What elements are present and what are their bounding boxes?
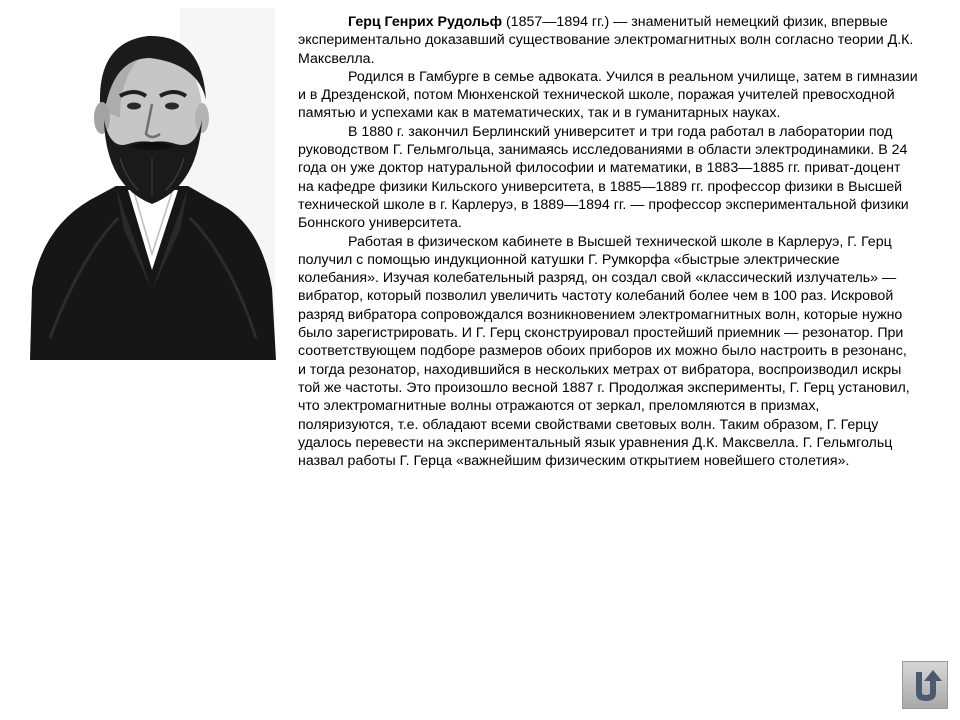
paragraph-experiments: Работая в физическом кабинете в Высшей технической школе в Карлеруэ, Г. Герц получил с помощью индукционной катушки Г. Румкорфа «быстрые электрические колебания». Изучая колебательный разряд, он создал свой «классический излучатель» — вибратор, который позволил увеличить частоту колебаний более чем в 100 раз. Искровой разряд вибратора сопровождался возникновением электромагнитных волн, которые нужно было зарегистрировать. И Г. Герц сконструировал простейший приемник — резонатор. При соответствующем подборе размеров обоих приборов их можно было настроить в резонанс, и тогда резонатор, находившийся в нескольких метрах от вибратора, воспроизводил искры той же частоты. Это произошло весной 1887 г. Продолжая эксперименты, Г. Герц установил, что электромагнитные волны отражаются от зеркал, преломляются в призмах, поляризуются, т.е. обладают всеми свойствами световых волн. Таким образом, Г. Герцу удалось перевести на экспериментальный язык уравнения Д.К. Максвелла. Г. Гельмгольц назвал работы Г. Герца «важнейшим физическим открытием новейшего столетия».	[298, 233, 910, 470]
return-arrow-icon	[903, 662, 949, 710]
return-button[interactable]	[902, 661, 948, 709]
paragraph-career: В 1880 г. закончил Берлинский университет и три года работал в лаборатории под руководством Г. Гельмгольца, занимаясь исследованиями в области электродинамики. В 24 года он уже доктор натуральной философии и математики, в 1883—1885 гг. приват-доцент на кафедре физики Кильского университета, в 1885—1889 гг. профессор физики в Высшей технической школе в г. Карлеруэ, в 1889—1894 гг. — профессор экспериментальной физики Боннского университета.	[298, 123, 909, 232]
person-name: Герц Генрих Рудольф	[348, 14, 503, 30]
portrait-image	[20, 8, 285, 360]
intro-text: (1857—1894 гг.) — знаменитый немецкий физик, впервые экспериментально доказавший существование электромагнитных волн согласно теории Д.К. Максвелла.	[298, 14, 914, 67]
paragraph-education: Родился в Гамбурге в семье адвоката. Учился в реальном училище, затем в гимназии и в Дрезденской, потом Мюнхенской технической школе, поражая учителей превосходной памятью и успехами как в математических, так и в гуманитарных науках.	[298, 68, 918, 122]
biography-text	[298, 13, 918, 470]
paragraph-intro	[298, 13, 918, 68]
